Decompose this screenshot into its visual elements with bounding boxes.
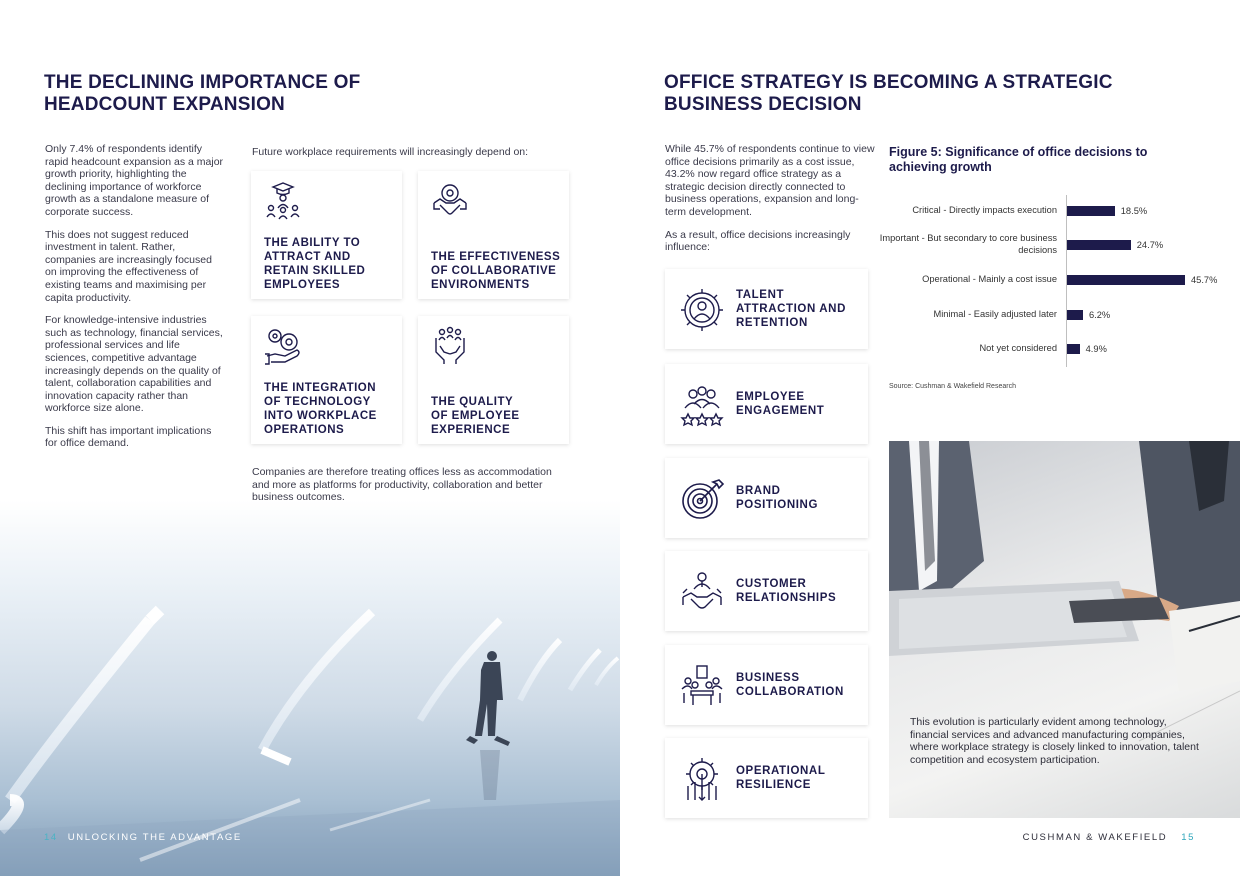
card-2-line: ENVIRONMENTS [431,279,530,291]
influence-card-customer [665,551,868,631]
customer-handshake-icon [679,569,725,615]
photo-caption: This evolution is particularly evident among technology, financial services and advanced manufacturing companies, where workplace strategy is closely linked to innovation, talent competition and ecosystem participation. [910,716,1199,766]
left-heading-line-2: HEADCOUNT EXPANSION [44,94,285,115]
right-paragraph-2: As a result, office decisions increasingly influence: [665,228,851,254]
right-footer-brand: CUSHMAN & WAKEFIELD [1022,832,1168,843]
meeting-table-icon [679,663,725,709]
people-hands-icon [430,326,470,366]
card-3-line: THE INTEGRATION [264,382,377,394]
influence-line: ENGAGEMENT [736,405,825,417]
bar-value-label: 18.5% [1120,206,1148,216]
card-employee-experience [418,316,569,444]
influence-card-brand [665,458,868,538]
influence-card-collaboration [665,645,868,725]
target-icon [679,476,725,522]
card-1-line: THE ABILITY TO [264,237,361,249]
bar-value-label: 4.9% [1085,344,1107,354]
influence-line: OPERATIONAL [736,765,826,777]
talent-gear-icon [679,287,725,333]
influence-line: COLLABORATION [736,686,844,698]
influence-line: RELATIONSHIPS [736,592,837,604]
card-3-text [264,381,377,437]
card-1-line: EMPLOYEES [264,279,341,291]
card-4-line: OF EMPLOYEE [431,410,520,422]
bar-value-label: 45.7% [1191,275,1218,285]
bar [1067,344,1080,354]
card-3-line: OPERATIONS [264,424,345,436]
chart-source: Source: Cushman & Wakefield Research [889,383,1016,390]
card-attract-retain [251,171,402,299]
left-heading [44,72,360,116]
card-1-line: ATTRACT AND [264,251,351,263]
left-paragraph-4: This shift has important implications for office demand. [45,424,212,450]
right-intro-column [665,143,875,264]
bar-category-label: Minimal - Easily adjusted later [933,309,1057,319]
influence-line: TALENT [736,289,785,301]
handshake-gear-icon [430,181,470,221]
bar-category-label: Not yet considered [979,343,1057,353]
influence-card-engagement [665,364,868,444]
influence-card-brand-text [736,484,818,512]
bar [1067,310,1083,320]
card-1-text [264,236,365,292]
left-intro-column [45,143,225,460]
influence-line: RETENTION [736,317,808,329]
bar [1067,275,1185,285]
left-paragraph-1: Only 7.4% of respondents identify rapid headcount expansion as a major growth priority, highlighting the declining importance of workforce growth as a standalone measure of corporate success. [45,143,224,218]
figure-title: Figure 5: Significance of office decisions to achieving growth [889,145,1148,174]
bar-category-label: Critical - Directly impacts execution [912,205,1057,215]
left-footer [44,832,242,843]
card-4-line: EXPERIENCE [431,424,511,436]
left-heading-line-1: THE DECLINING IMPORTANCE OF [44,72,361,93]
card-2-line: THE EFFECTIVENESS [431,251,561,263]
influence-card-resilience-text [736,764,825,792]
influence-line: EMPLOYEE [736,391,805,403]
card-3-line: INTO WORKPLACE [264,410,377,422]
influence-line: BRAND [736,485,781,497]
influence-line: POSITIONING [736,499,818,511]
architecture-photo [0,500,620,876]
left-paragraph-2: This does not suggest reduced investment in talent. Rather, companies are increasingly focused on improving the effectiveness of existing teams and maximising per capita productivity. [45,228,212,304]
right-footer [1023,832,1195,843]
right-heading [664,72,1113,116]
gears-hand-icon [263,326,303,366]
influence-card-talent [665,269,868,349]
influence-card-talent-text [736,288,846,330]
bar-value-label: 24.7% [1136,240,1164,250]
influence-card-collaboration-text [736,671,844,699]
bar [1067,240,1131,250]
influence-card-resilience [665,738,868,818]
left-footer-label: UNLOCKING THE ADVANTAGE [67,832,242,843]
gear-arrows-icon [679,756,725,802]
influence-line: RESILIENCE [736,779,812,791]
left-paragraph-3: For knowledge-intensive industries such as technology, financial services, professional services and life sciences, competitive advantage increasingly depends on the quality of talent, collaboration capabilities and innovation capacity rather than workforce size alone. [45,314,223,415]
card-3-line: OF TECHNOLOGY [264,396,371,408]
graduation-team-icon [263,181,303,221]
card-2-text [431,250,560,292]
right-heading-line-1: OFFICE STRATEGY IS BECOMING A STRATEGIC [664,72,1113,93]
bar-category-label: Operational - Mainly a cost issue [922,274,1057,284]
right-paragraph-1: While 45.7% of respondents continue to view office decisions primarily as a cost issue, 43.2% now regard office strategy as a strategic decision directly connected to business operations, expansion and long-term development. [665,143,875,218]
card-collaborative-environments [418,171,569,299]
right-heading-line-2: BUSINESS DECISION [664,94,862,115]
influence-card-customer-text [736,577,836,605]
left-closing-paragraph: Companies are therefore treating offices less as accommodation and more as platforms for productivity, collaboration and better business outcomes. [252,466,552,504]
bar-value-label: 6.2% [1089,310,1111,320]
influence-line: BUSINESS [736,672,800,684]
bar-category-label: Important - But secondary to core business decisions [879,233,1057,255]
left-page-number: 14 [44,832,58,843]
card-technology-integration [251,316,402,444]
influence-line: CUSTOMER [736,578,807,590]
bar [1067,206,1115,216]
card-1-line: RETAIN SKILLED [264,265,366,277]
influence-line: ATTRACTION AND [736,303,846,315]
people-stars-icon [679,382,725,428]
right-page [620,0,1240,876]
influence-card-engagement-text [736,390,824,418]
walking-person [466,651,510,746]
requirements-intro: Future workplace requirements will increasingly depend on: [252,146,529,158]
office-photo [889,441,1240,818]
card-4-text [431,395,520,437]
right-page-number: 15 [1181,832,1195,843]
card-4-line: THE QUALITY [431,396,514,408]
card-2-line: OF COLLABORATIVE [431,265,557,277]
